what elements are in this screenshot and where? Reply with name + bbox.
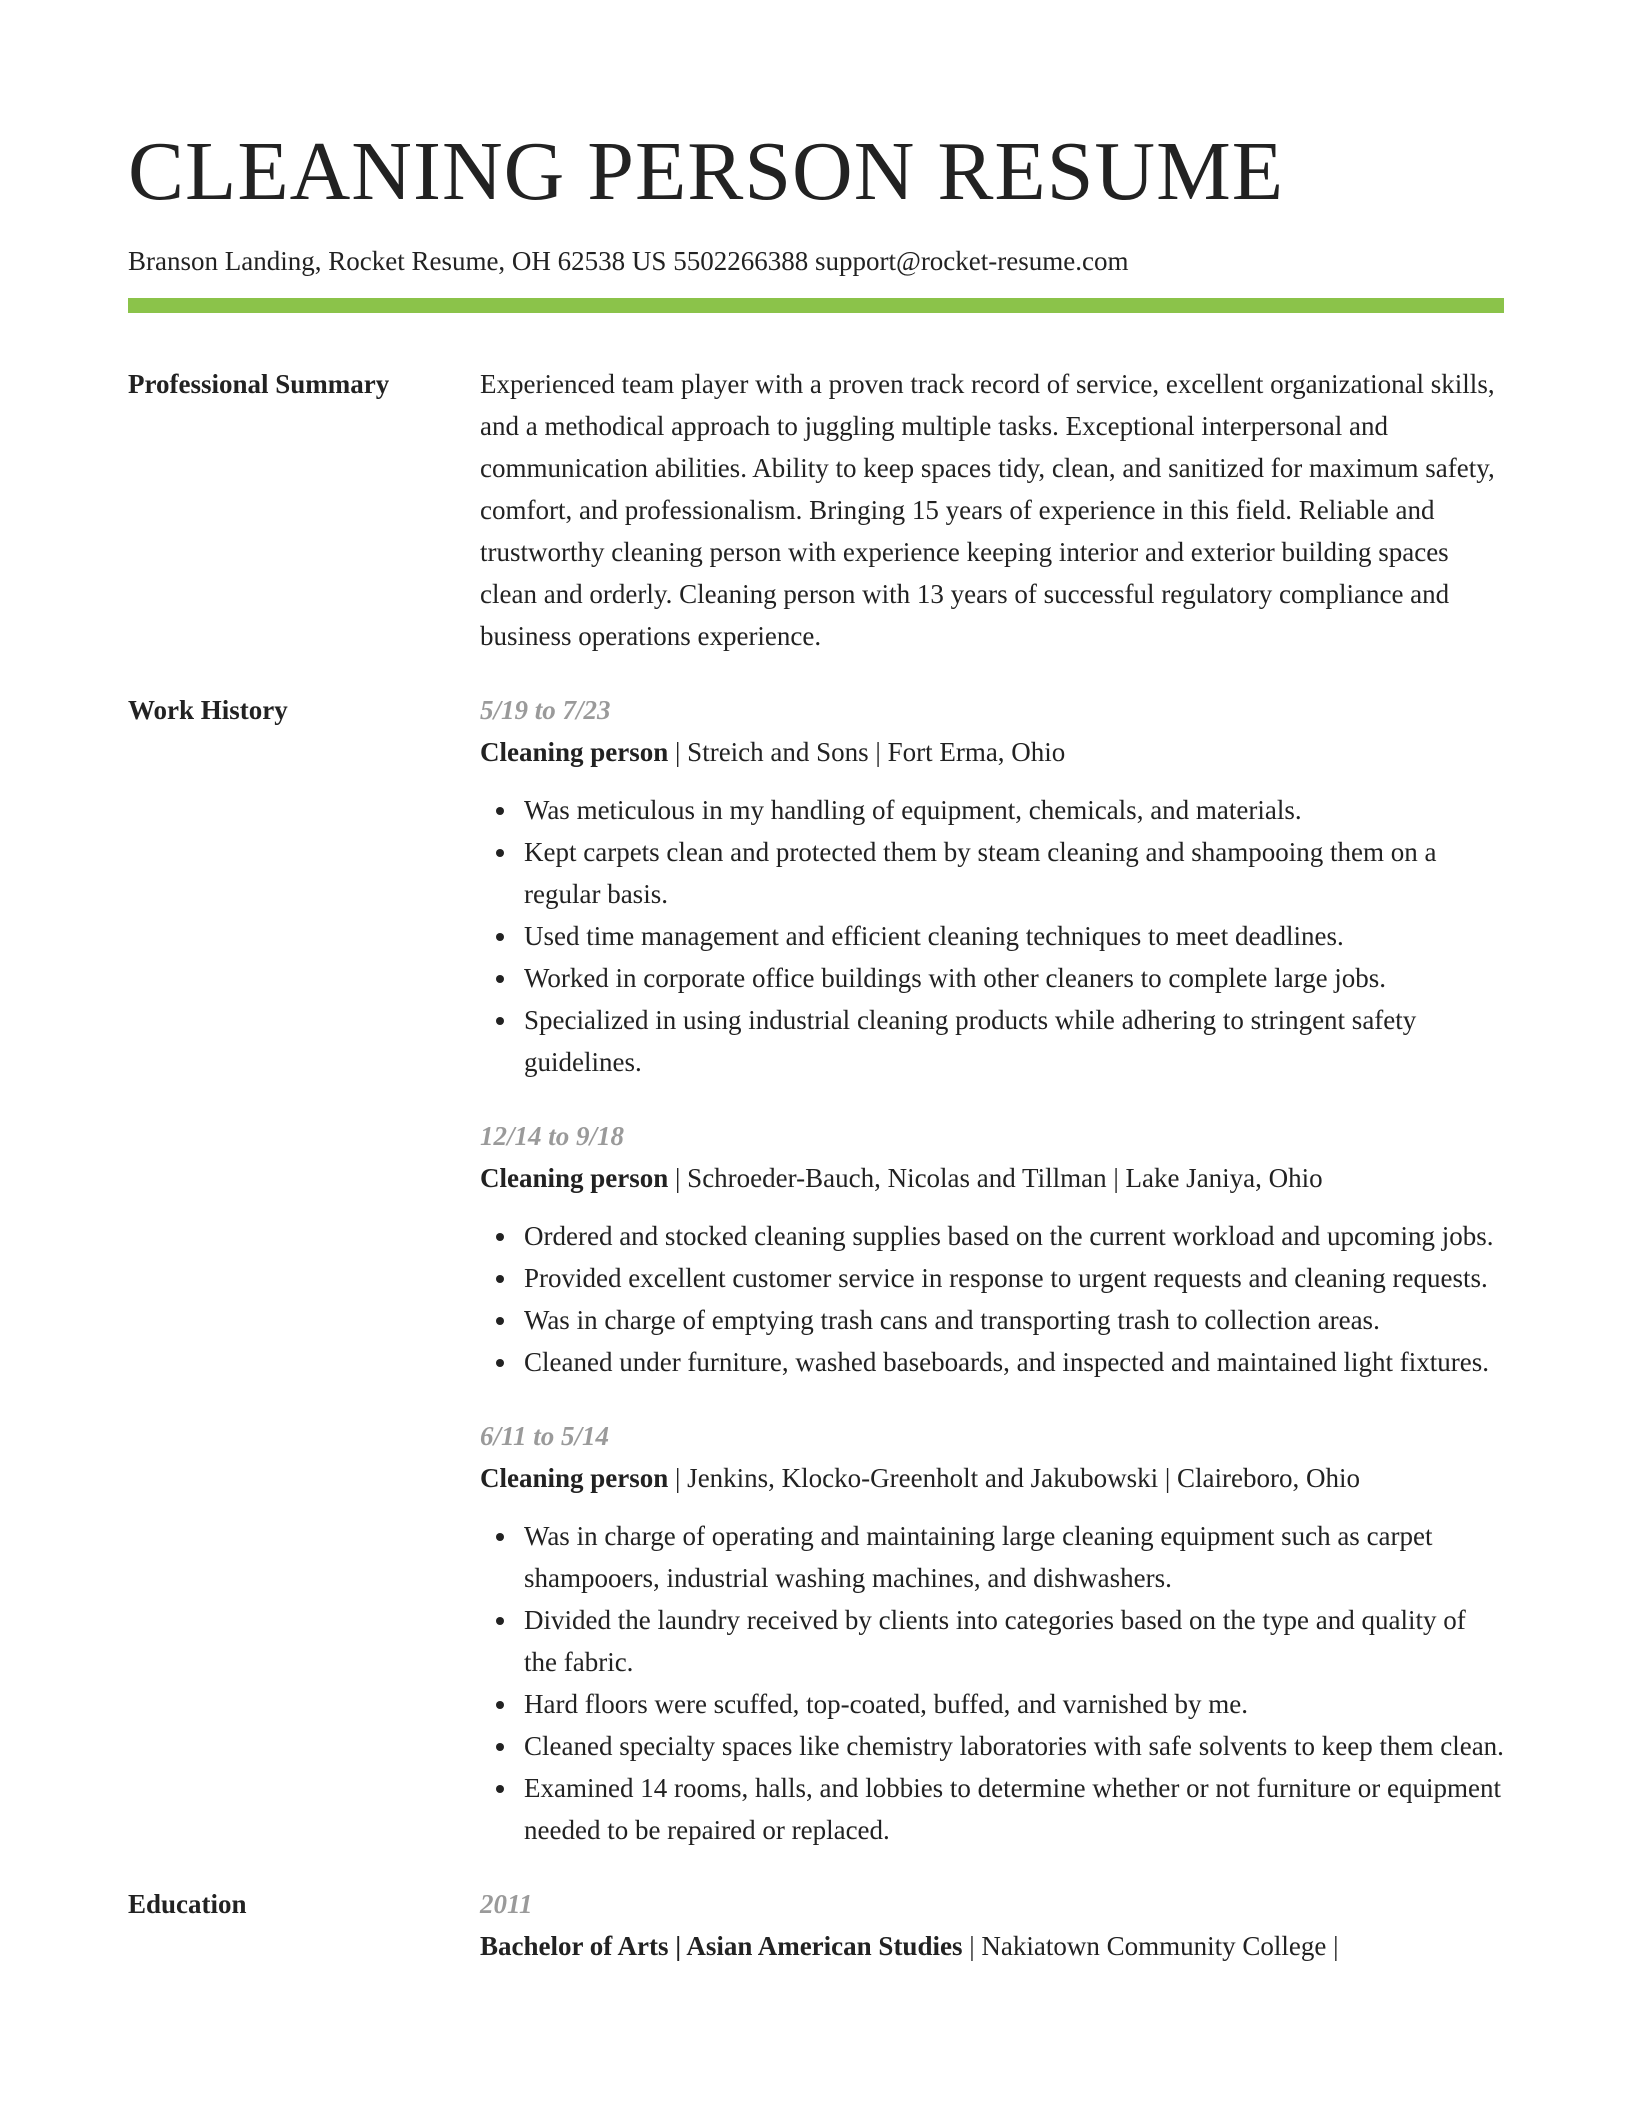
work-history-section (128, 689, 1504, 1851)
job-bullet: Cleaned specialty spaces like chemistry laboratories with safe solvents to keep them clean. (524, 1725, 1504, 1767)
contact-email: support@rocket-resume.com (814, 246, 1129, 276)
education-heading-line (480, 1925, 1504, 1967)
job-details: | Streich and Sons | Fort Erma, Ohio (668, 737, 1066, 767)
job-title: Cleaning person (480, 1163, 669, 1193)
job-bullet: Worked in corporate office buildings with other cleaners to complete large jobs. (524, 957, 1504, 999)
job-heading (480, 1157, 1504, 1199)
work-history-heading: Work History (128, 695, 288, 725)
job-bullet: Was meticulous in my handling of equipment, chemicals, and materials. (524, 789, 1504, 831)
contact-phone: 5502266388 (673, 246, 809, 276)
education-school: | Nakiatown Community College | (962, 1931, 1339, 1961)
summary-heading: Professional Summary (128, 369, 390, 399)
education-heading: Education (128, 1889, 247, 1919)
job-bullet: Provided excellent customer service in response to urgent requests and cleaning requests. (524, 1257, 1504, 1299)
resume-title: CLEANING PERSON RESUME (128, 125, 1285, 218)
job-entry (480, 1415, 1504, 1851)
job-bullets (480, 1515, 1504, 1851)
education-year: 2011 (480, 1889, 533, 1919)
summary-section (128, 363, 1504, 657)
job-bullet: Cleaned under furniture, washed baseboards, and inspected and maintained light fixtures. (524, 1341, 1504, 1383)
job-bullet: Kept carpets clean and protected them by steam cleaning and shampooing them on a regular basis. (524, 831, 1504, 915)
job-bullets (480, 789, 1504, 1083)
job-bullet: Used time management and efficient cleaning techniques to meet deadlines. (524, 915, 1504, 957)
job-details: | Schroeder-Bauch, Nicolas and Tillman | Lake Janiya, Ohio (668, 1163, 1323, 1193)
job-bullet: Divided the laundry received by clients into categories based on the type and quality of the fabric. (524, 1599, 1504, 1683)
job-bullet: Was in charge of emptying trash cans and transporting trash to collection areas. (524, 1299, 1504, 1341)
job-heading (480, 1457, 1504, 1499)
education-body (480, 1883, 1504, 1967)
job-bullets (480, 1215, 1504, 1383)
job-entry (480, 689, 1504, 1083)
job-bullet: Ordered and stocked cleaning supplies based on the current workload and upcoming jobs. (524, 1215, 1504, 1257)
job-bullet: Hard floors were scuffed, top-coated, buffed, and varnished by me. (524, 1683, 1504, 1725)
job-title: Cleaning person (480, 737, 669, 767)
job-heading (480, 731, 1504, 773)
education-degree: Bachelor of Arts | Asian American Studies (480, 1931, 963, 1961)
job-bullet: Specialized in using industrial cleaning products while adhering to stringent safety guidelines. (524, 999, 1504, 1083)
job-bullet: Was in charge of operating and maintaining large cleaning equipment such as carpet shampooers, industrial washing machines, and dishwashers. (524, 1515, 1504, 1599)
work-history-body (480, 689, 1504, 1851)
education-section (128, 1883, 1504, 1967)
job-dates: 5/19 to 7/23 (480, 695, 611, 725)
job-bullet: Examined 14 rooms, halls, and lobbies to determine whether or not furniture or equipment needed to be repaired or replaced. (524, 1767, 1504, 1851)
contact-address: Branson Landing, Rocket Resume, OH 62538 US (128, 246, 667, 276)
job-dates: 12/14 to 9/18 (480, 1121, 625, 1151)
contact-line (128, 244, 1504, 278)
job-title: Cleaning person (480, 1463, 669, 1493)
resume-page (128, 0, 1504, 1967)
header-divider (128, 298, 1504, 313)
summary-text: Experienced team player with a proven track record of service, excellent organizational skills, and a methodical approach to juggling multiple tasks. Exceptional interpersonal and communication abilities. Ability to keep spaces tidy, clean, and sanitized for maximum safety, comfort, and professionalism. Bringing 15 years of experience in this field. Reliable and trustworthy cleaning person with experience keeping interior and exterior building spaces clean and orderly. Cleaning person with 13 years of successful regulatory compliance and business operations experience. (480, 369, 1495, 651)
job-entry (480, 1115, 1504, 1383)
job-dates: 6/11 to 5/14 (480, 1421, 610, 1451)
job-details: | Jenkins, Klocko-Greenholt and Jakubowski | Claireboro, Ohio (668, 1463, 1360, 1493)
